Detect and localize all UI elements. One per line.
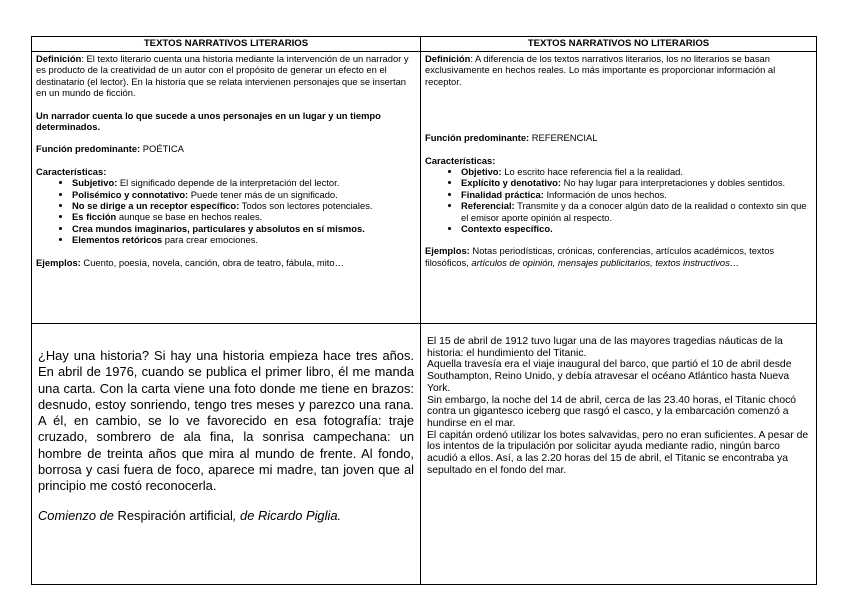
list-item: • Polisémico y connotativo: Puede tener más de un significado.: [72, 189, 416, 200]
literarios-definicion: Definición: El texto literario cuenta una historia mediante la intervención de un narrador y es producto de la creatividad de un autor con el propósito de generar un efecto en el destinatario (el lector). En la historia que se relata intervienen personajes que se insertan en un mundo de ficción.: [36, 53, 409, 99]
literarios-caracteristicas-label: Características:: [36, 165, 107, 177]
literarios-cell: [32, 52, 421, 324]
no-literarios-caracteristicas-label: Características:: [425, 154, 496, 166]
no-literarios-caracteristicas-list: [425, 166, 812, 234]
fragmento-credit: Comienzo de Respiración artificial, de Ricardo Piglia.: [38, 507, 342, 523]
fragmento-cell: [32, 324, 421, 585]
literarios-ejemplos: Ejemplos: Cuento, poesía, novela, canción, obra de teatro, fábula, mito…: [36, 256, 344, 268]
list-item: • Explícito y denotativo: No hay lugar para interpretaciones y dobles sentidos.: [461, 177, 812, 188]
titanic-paragraph: El capitán ordenó utilizar los botes salvavidas, pero no eran suficientes. A pesar de los intentos de la tripulación por solicitar ayuda mediante radio, ningún barco acudió a ellos. Así, a las 2.20 horas del 15 de abril, el Titanic se encontraba ya sepultado en el fondo del mar.: [427, 429, 809, 476]
list-item: • Objetivo: Lo escrito hace referencia fiel a la realidad.: [461, 166, 812, 177]
comparison-table: [31, 36, 817, 585]
no-literarios-funcion: Función predominante: REFERENCIAL: [425, 132, 598, 144]
list-item: • Elementos retóricos para crear emociones.: [72, 234, 416, 245]
titanic-paragraph: Sin embargo, la noche del 14 de abril, cerca de las 23.40 horas, el Titanic chocó contra un gigantesco iceberg que rasgó el casco, y la embarcación comenzó a hundirse en el mar.: [427, 394, 797, 429]
list-item: • No se dirige a un receptor específico: Todos son lectores potenciales.: [72, 200, 416, 211]
list-item: • Finalidad práctica: Información de unos hechos.: [461, 189, 812, 200]
list-item: • Subjetivo: El significado depende de la interpretación del lector.: [72, 177, 416, 188]
titanic-paragraph: Aquella travesía era el viaje inaugural del barco, que partió el 10 de abril desde Southampton, Reino Unido, y debía atravesar el océano Atlántico hasta Nueva York.: [427, 359, 792, 394]
no-literarios-ejemplos: Ejemplos: Notas periodísticas, crónicas, conferencias, artículos académicos, textos filosóficos, artículos de opinión, mensajes publicitarios, textos instructivos…: [425, 245, 775, 268]
literarios-caracteristicas-list: [36, 177, 416, 245]
list-item: • Es ficción aunque se base en hechos reales.: [72, 211, 416, 222]
literarios-funcion: Función predominante: POÉTICA: [36, 143, 184, 155]
fragmento-text: ¿Hay una historia? Si hay una historia empieza hace tres años. En abril de 1976, cuando se publica el primer libro, él me manda una carta. Con la carta viene una foto donde me tiene en brazos: desnudo, estoy sonriendo, tengo tres meses y parezco una rana. A él, en cambio, se lo ve favorecido en esa fotografía: traje cruzado, sombrero de ala fina, la sonrisa campechana: un hombre de treinta años que mira al mundo de frente. Al fondo, borrosa y casi fuera de foco, aparece mi madre, tan joven que al principio me costó reconocerla.: [38, 348, 414, 494]
no-literarios-definicion: Definición: A diferencia de los textos narrativos literarios, los no literarios se basan exclusivamente en hechos reales. Lo más importante es proporcionar información al receptor.: [425, 53, 776, 87]
examples-row: [32, 324, 817, 585]
literarios-narrador: Un narrador cuenta lo que sucede a unos personajes en un lugar y un tiempo determinados.: [36, 109, 381, 133]
header-literarios: TEXTOS NARRATIVOS LITERARIOS: [32, 37, 421, 52]
titanic-cell: [421, 324, 817, 585]
no-literarios-cell: [421, 52, 817, 324]
header-no-literarios: TEXTOS NARRATIVOS NO LITERARIOS: [421, 37, 817, 52]
list-item: • Referencial: Transmite y da a conocer algún dato de la realidad o contexto sin que el emisor aporte opinión al respecto.: [461, 200, 812, 223]
description-row: [32, 52, 817, 324]
list-item: • Contexto específico.: [461, 223, 812, 234]
titanic-paragraph: El 15 de abril de 1912 tuvo lugar una de las mayores tragedias náuticas de la historia: el hundimiento del Titanic.: [427, 336, 783, 359]
list-item: • Crea mundos imaginarios, particulares y absolutos en sí mismos.: [72, 223, 416, 234]
header-row: [32, 37, 817, 52]
